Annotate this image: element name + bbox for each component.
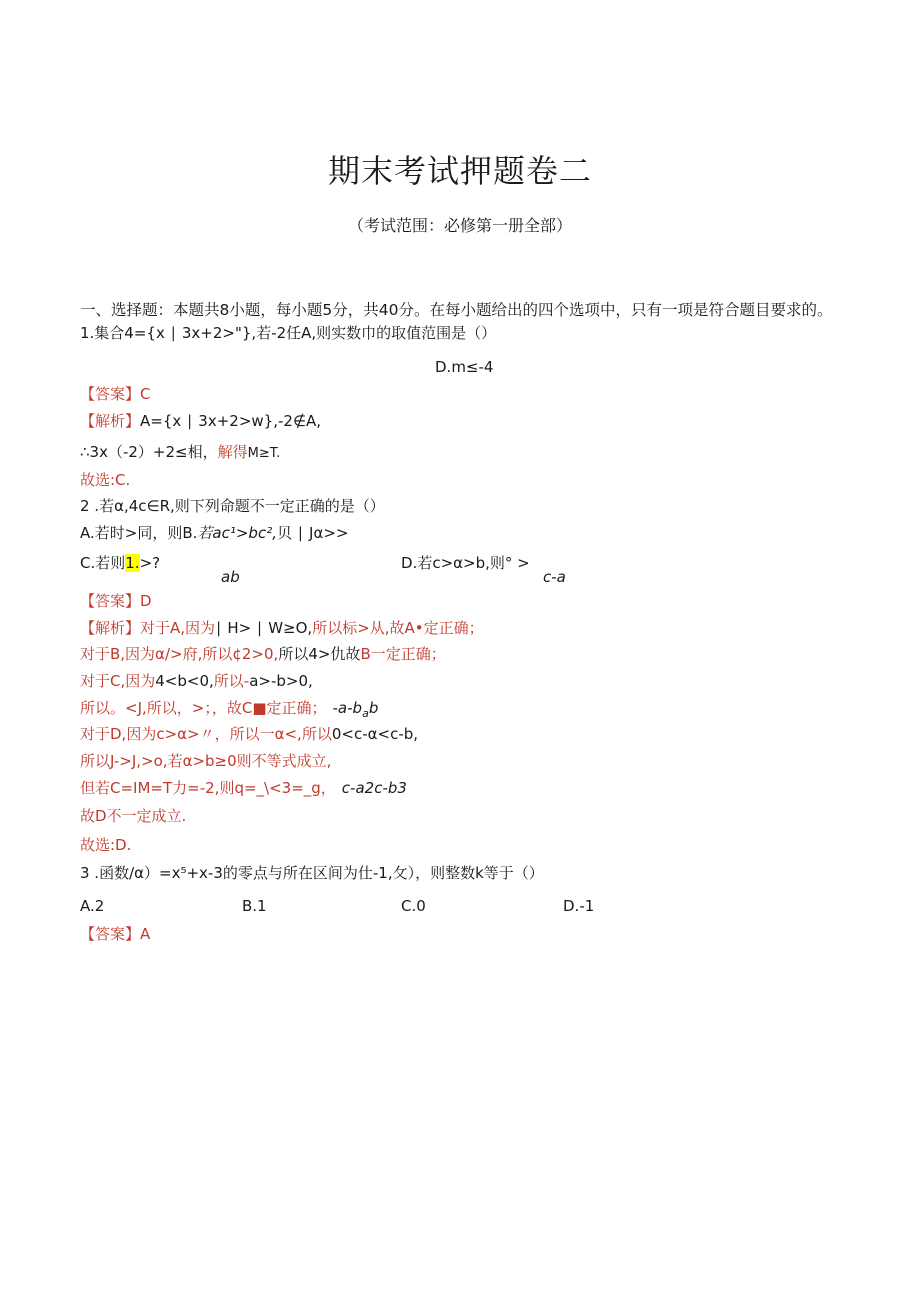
q3-option-d: D.-1 xyxy=(563,897,595,915)
q3-option-c: C.0 xyxy=(401,897,426,915)
analysis-subscript: a xyxy=(362,707,369,720)
answer-tag: 【答案】 xyxy=(80,925,141,943)
analysis-text-red: 对于C,因为 xyxy=(80,672,156,690)
analysis-tag: 【解析】 xyxy=(80,412,141,430)
q2-analysis-line-7 xyxy=(80,778,407,798)
analysis-text-red: 所以标>从, xyxy=(312,619,390,637)
q2-answer xyxy=(80,591,152,611)
analysis-text-red: 对于B,因为α/>府, xyxy=(80,645,203,663)
q2-options-ab xyxy=(80,523,348,543)
option-text: 贝 ∣ Jα>> xyxy=(276,524,349,542)
q1-option-d: D.m≤-4 xyxy=(435,358,494,376)
answer-value: A xyxy=(140,925,151,943)
analysis-text-red: 所以J->J,>o, xyxy=(80,752,168,770)
analysis-text-red: 若α>b≥0则不等式成立, xyxy=(167,752,332,770)
analysis-text-italic: -a-b xyxy=(332,699,363,717)
q2-option-c-denominator: ab xyxy=(221,568,240,586)
analysis-text: ∣ H> ∣ W≥O, xyxy=(215,619,313,637)
analysis-text: a>-b>0, xyxy=(249,672,313,690)
analysis-text-red: 定正确； xyxy=(266,699,327,717)
q1-analysis-line-2 xyxy=(80,442,280,464)
analysis-text-red: 所以 xyxy=(301,725,332,743)
page-title: 期末考试押题卷二 xyxy=(327,152,592,190)
analysis-text: 0<c-α<c-b, xyxy=(331,725,419,743)
analysis-text-red: 对于D,因为c>α>〃， xyxy=(80,725,230,743)
analysis-text-red: 对于A,因为 xyxy=(140,619,216,637)
q2-option-c xyxy=(80,553,160,573)
answer-tag: 【答案】 xyxy=(80,592,141,610)
analysis-text-red: 所以，>；，故C xyxy=(146,699,253,717)
analysis-text-red: 所以。<J, xyxy=(80,699,147,717)
analysis-text-red: 所以- xyxy=(213,672,250,690)
answer-tag: 【答案】 xyxy=(80,385,141,403)
q2-option-d-denominator: c-a xyxy=(543,568,566,586)
q2-option-d: D.若c>α>b,则° > xyxy=(401,554,530,572)
section-heading: 一、选择题：本题共8小题，每小题5分，共40分。在每小题给出的四个选项中，只有一项是符合题目要求的。 xyxy=(80,301,833,319)
analysis-text-red: 解得 xyxy=(217,443,248,461)
analysis-text: A={x ∣ 3x+2>w},-2∉A, xyxy=(140,412,322,430)
q1-conclusion: 故选:C. xyxy=(80,471,131,489)
q2-analysis-line-2 xyxy=(80,644,446,664)
q1-stem: 1.集合4={x ∣ 3x+2>"},若-2任A,则实数巾的取值范围是（） xyxy=(80,324,497,342)
q2-analysis-line-4 xyxy=(80,698,378,724)
q2-stem: 2 .若α,4c∈R,则下列命题不一定正确的是（） xyxy=(80,497,385,515)
q3-option-b: B.1 xyxy=(242,897,267,915)
exam-scope-subtitle: （考试范围：必修第一册全部） xyxy=(347,216,572,235)
q3-stem: 3 .函数/α）=x⁵+x-3的零点与所在区间为仕-1,攵），则整数k等于（） xyxy=(80,864,544,882)
analysis-text-red: 故A•定正确； xyxy=(389,619,484,637)
analysis-tag: 【解析】 xyxy=(80,619,141,637)
analysis-text: M≥T. xyxy=(247,446,281,461)
option-text-italic: 若ac¹>bc², xyxy=(197,524,277,542)
analysis-text: ∴3x（-2）+2≤相， xyxy=(80,443,218,461)
analysis-text-italic: b xyxy=(368,699,379,717)
analysis-text-red: 所以一α<, xyxy=(229,725,302,743)
square-mark: ■ xyxy=(252,699,267,717)
q1-answer xyxy=(80,384,151,404)
answer-value: C xyxy=(140,385,151,403)
highlighted-text: 1. xyxy=(125,554,140,572)
option-text: A.若时>同，则B. xyxy=(80,524,198,542)
analysis-text-red: 则q=_\<3=_g， xyxy=(219,779,336,797)
q2-analysis-line-3 xyxy=(80,671,313,691)
q2-analysis-line-6 xyxy=(80,751,331,771)
answer-value: D xyxy=(140,592,152,610)
analysis-text-italic: c-a2c-b3 xyxy=(341,779,407,797)
q2-conclusion: 故选:D. xyxy=(80,836,132,854)
q3-answer xyxy=(80,924,150,944)
analysis-text: 所以4>仇故 xyxy=(278,645,361,663)
q2-analysis-line-5 xyxy=(80,724,418,744)
analysis-text-red: 但若C=IM=T力=-2, xyxy=(80,779,220,797)
option-text: >? xyxy=(139,554,161,572)
q2-analysis-line-1 xyxy=(80,618,484,638)
analysis-text-red: 所以¢2>0, xyxy=(202,645,279,663)
q2-analysis-line-8: 故D不一定成立. xyxy=(80,807,187,825)
q1-analysis-line-1 xyxy=(80,411,321,431)
analysis-text: 4<b<0, xyxy=(155,672,214,690)
analysis-text-red: B一定正确； xyxy=(360,645,446,663)
q3-option-a: A.2 xyxy=(80,897,105,915)
option-text: C.若则 xyxy=(80,554,126,572)
